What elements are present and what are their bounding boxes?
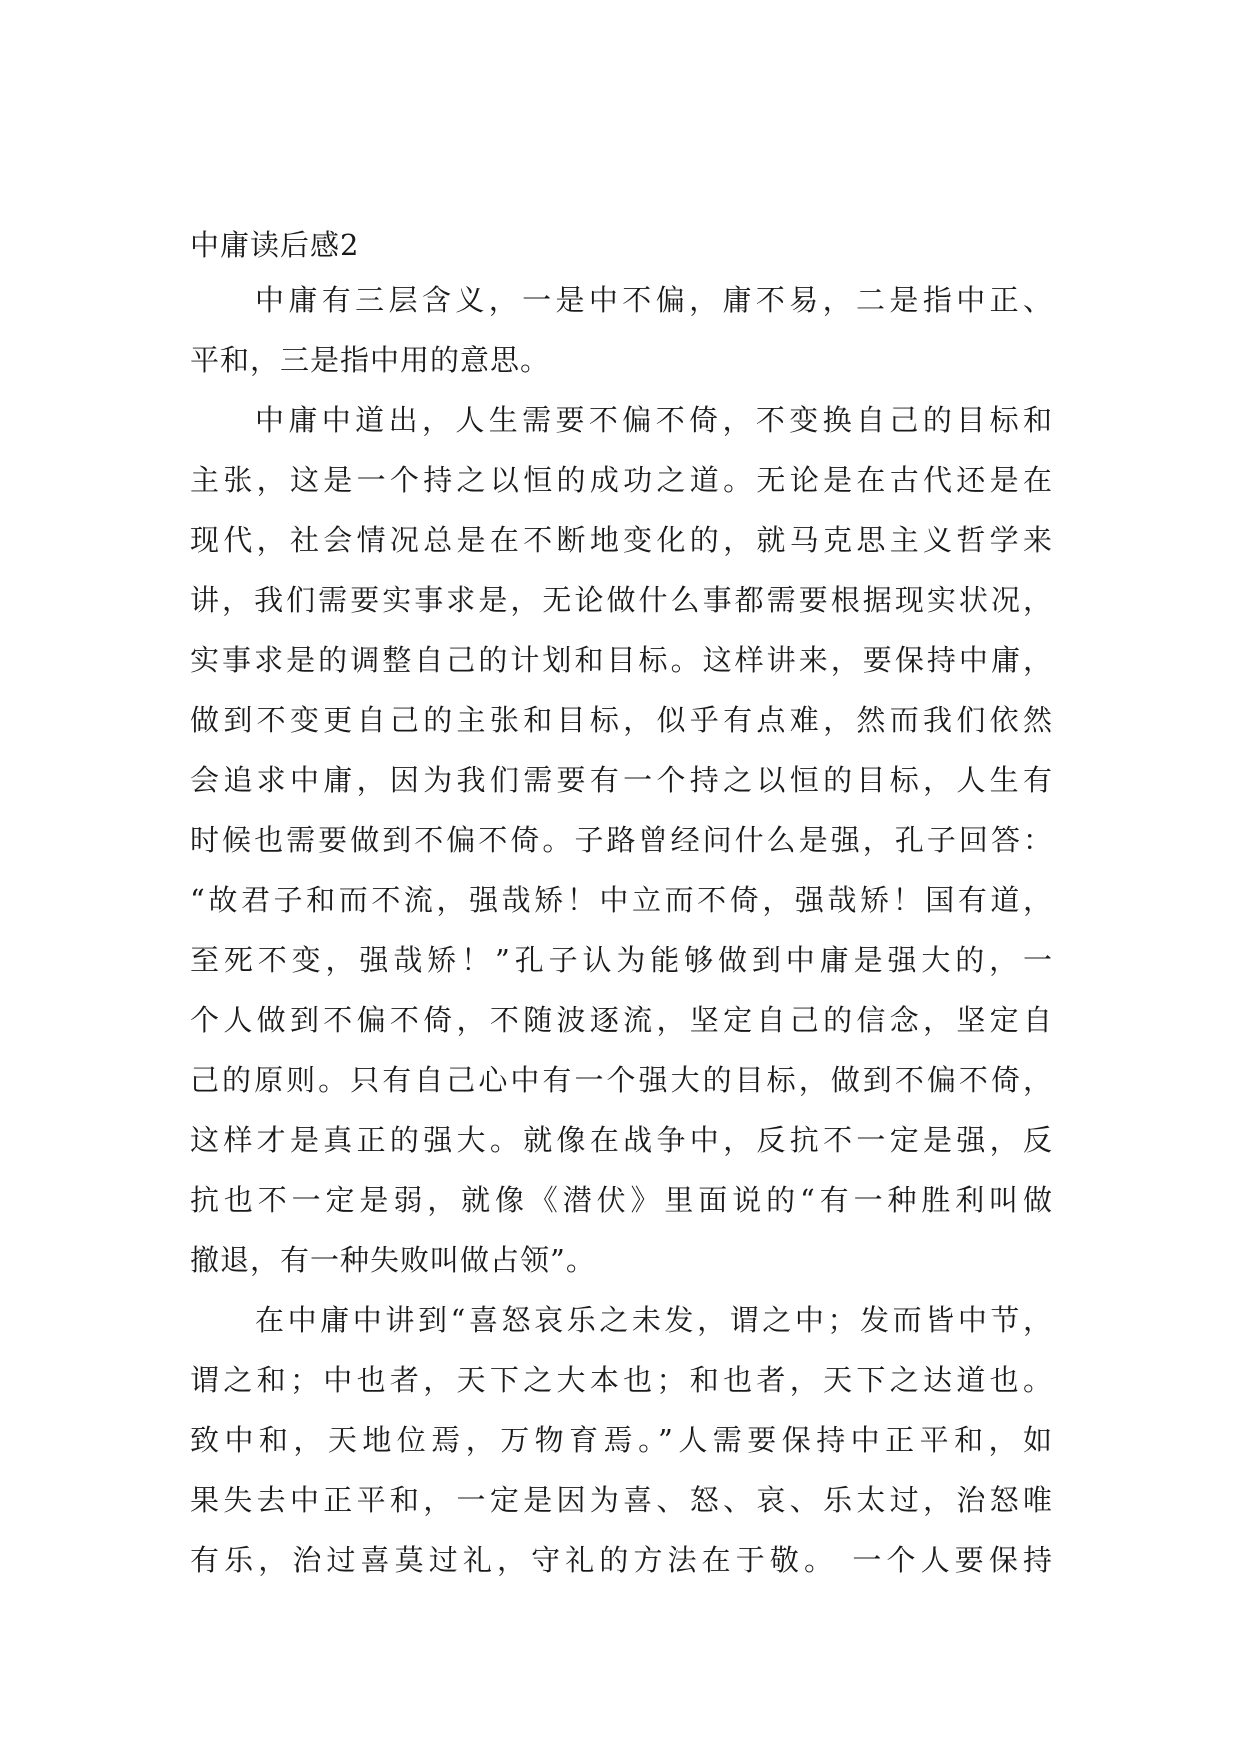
paragraph-line: 主张，这是一个持之以恒的成功之道。无论是在古代还是在 [190, 463, 1052, 497]
paragraph-line: 这样才是真正的强大。就像在战争中，反抗不一定是强，反 [190, 1123, 1052, 1157]
paragraph-line: 时候也需要做到不偏不倚。子路曾经问什么是强，孔子回答： [190, 823, 1052, 857]
paragraph-line: 现代，社会情况总是在不断地变化的，就马克思主义哲学来 [190, 523, 1052, 557]
paragraph-line: 个人做到不偏不倚，不随波逐流，坚定自己的信念，坚定自 [190, 1003, 1052, 1037]
paragraph-line: 会追求中庸，因为我们需要有一个持之以恒的目标，人生有 [190, 763, 1052, 797]
paragraph-line: 中庸中道出，人生需要不偏不倚，不变换自己的目标和 [255, 403, 1052, 437]
document-title: 中庸读后感2 [190, 228, 360, 262]
paragraph-line: 做到不变更自己的主张和目标，似乎有点难，然而我们依然 [190, 703, 1052, 737]
paragraph-line: 撤退，有一种失败叫做占领”。 [190, 1243, 596, 1277]
paragraph-line: 谓之和；中也者，天下之大本也；和也者，天下之达道也。 [190, 1363, 1052, 1397]
paragraph-line: 在中庸中讲到“喜怒哀乐之未发，谓之中；发而皆中节， [255, 1303, 1052, 1337]
paragraph-line: 致中和，天地位焉，万物育焉。”人需要保持中正平和，如 [190, 1423, 1052, 1457]
paragraph-line: 有乐，治过喜莫过礼，守礼的方法在于敬。 一个人要保持 [190, 1543, 1052, 1577]
paragraph-line: 讲，我们需要实事求是，无论做什么事都需要根据现实状况， [190, 583, 1052, 617]
paragraph-line: 中庸有三层含义，一是中不偏，庸不易，二是指中正、 [255, 283, 1052, 317]
paragraph-line: “故君子和而不流，强哉矫！中立而不倚，强哉矫！国有道， [190, 883, 1052, 917]
paragraph-line: 抗也不一定是弱，就像《潜伏》里面说的“有一种胜利叫做 [190, 1183, 1052, 1217]
paragraph-line: 至死不变，强哉矫！”孔子认为能够做到中庸是强大的，一 [190, 943, 1052, 977]
paragraph-line: 实事求是的调整自己的计划和目标。这样讲来，要保持中庸， [190, 643, 1052, 677]
paragraph-line: 平和，三是指中用的意思。 [190, 343, 551, 377]
paragraph-line: 己的原则。只有自己心中有一个强大的目标，做到不偏不倚， [190, 1063, 1052, 1097]
paragraph-line: 果失去中正平和，一定是因为喜、怒、哀、乐太过，治怒唯 [190, 1483, 1052, 1517]
